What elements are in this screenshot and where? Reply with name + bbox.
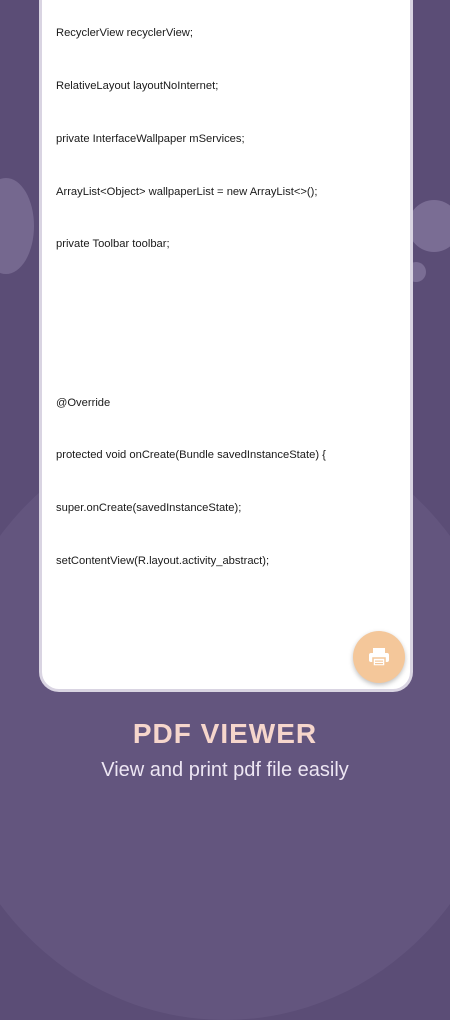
code-line: setContentView(R.layout.activity_abstract); [56, 555, 270, 567]
code-line: private Toolbar toolbar; [56, 238, 170, 251]
code-line: @Override [56, 396, 111, 409]
decorative-bubble [408, 200, 450, 252]
code-line: RecyclerView recyclerView; [56, 27, 193, 40]
code-line [56, 342, 404, 360]
code-line [56, 606, 404, 624]
code-line [56, 289, 404, 307]
promo-subtitle: View and print pdf file easily [101, 759, 349, 781]
code-line: protected void onCreate(Bundle savedInstanceState) { [56, 449, 326, 462]
code-line: RelativeLayout layoutNoInternet; [56, 79, 219, 92]
promo-title: PDF VIEWER [132, 718, 318, 749]
print-icon [367, 645, 391, 669]
code-line [56, 659, 404, 677]
phone-screen [39, 0, 413, 692]
print-button[interactable] [353, 631, 405, 683]
code-line: private InterfaceWallpaper mServices; [56, 132, 245, 145]
decorative-bubble [0, 178, 34, 274]
code-document[interactable] [56, 0, 404, 692]
code-line: ArrayList<Object> wallpaperList = new ArrayList<>(); [56, 185, 318, 198]
code-line: super.onCreate(savedInstanceState); [56, 502, 242, 515]
